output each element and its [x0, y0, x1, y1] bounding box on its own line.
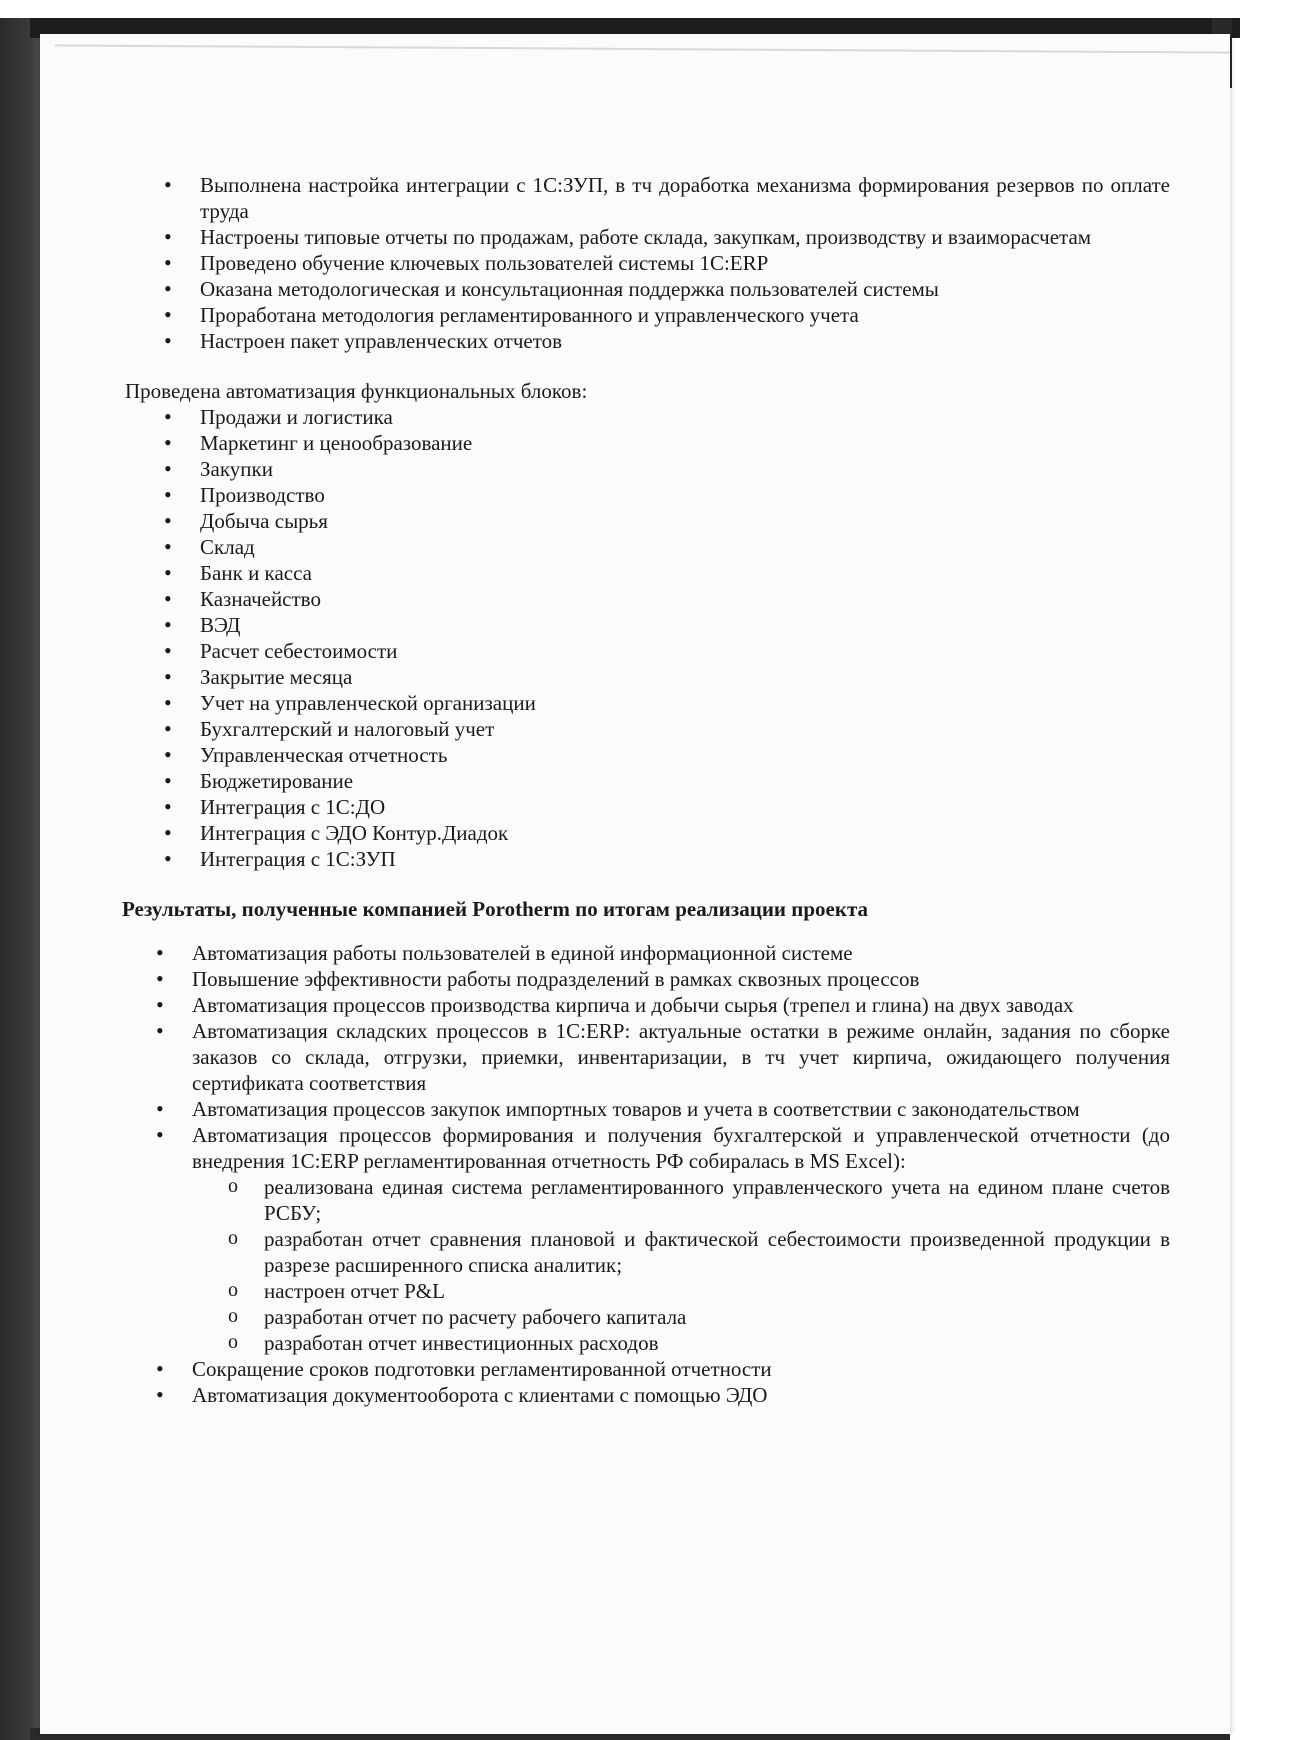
sublist-item: o реализована единая система регламентированного управленческого учета на едином плане счетов РСБУ; — [192, 1174, 1170, 1226]
results-heading: Результаты, полученные компанией Porotherm по итогам реализации проекта — [122, 897, 869, 921]
list-item: • Выполнена настройка интеграции с 1С:ЗУП, в тч доработка механизма формирования резервов по оплате труда — [120, 172, 1170, 224]
list-item: • Бюджетирование — [120, 768, 1170, 794]
list-item: • Сокращение сроков подготовки регламентированной отчетности — [120, 1356, 1170, 1382]
list-item: • ВЭД — [120, 612, 1170, 638]
list-item: • Закрытие месяца — [120, 664, 1170, 690]
sublist-item: o разработан отчет сравнения плановой и фактической себестоимости произведенной продукции в разрезе расширенного списка аналитик; — [192, 1226, 1170, 1278]
list-item: • Расчет себестоимости — [120, 638, 1170, 664]
list-item: • Повышение эффективности работы подразделений в рамках сквозных процессов — [120, 966, 1170, 992]
reporting-sublist — [192, 1174, 1170, 1356]
list-item: • Автоматизация документооборота с клиентами с помощью ЭДО — [120, 1382, 1170, 1408]
list-item: • Учет на управленческой организации — [120, 690, 1170, 716]
sublist-item: o разработан отчет по расчету рабочего капитала — [192, 1304, 1170, 1330]
functional-blocks-lead: Проведена автоматизация функциональных блоков: — [125, 379, 588, 403]
list-item: • Настроены типовые отчеты по продажам, работе склада, закупкам, производству и взаиморасчетам — [120, 224, 1170, 250]
functional-blocks-list — [120, 404, 1170, 872]
list-item: • Закупки — [120, 456, 1170, 482]
list-item: • Бухгалтерский и налоговый учет — [120, 716, 1170, 742]
list-item: • Продажи и логистика — [120, 404, 1170, 430]
results-list — [120, 940, 1170, 1408]
list-item: • Автоматизация работы пользователей в единой информационной системе — [120, 940, 1170, 966]
list-item: • Автоматизация складских процессов в 1С:ERP: актуальные остатки в режиме онлайн, задания по сборке заказов со склада, отгрузки, приемки, инвентаризации, в тч учет кирпича, ожидающего получения сертификата соответствия — [120, 1018, 1170, 1096]
list-item — [120, 1122, 1170, 1356]
intro-list — [120, 172, 1170, 354]
list-item: • Настроен пакет управленческих отчетов — [120, 328, 1170, 354]
list-item: • Добыча сырья — [120, 508, 1170, 534]
sublist-item: o разработан отчет инвестиционных расходов — [192, 1330, 1170, 1356]
list-item: • Автоматизация процессов закупок импортных товаров и учета в соответствии с законодательством — [120, 1096, 1170, 1122]
document-body — [120, 172, 1170, 1408]
list-item: • Интеграция с 1С:ДО — [120, 794, 1170, 820]
list-item: • Интеграция с ЭДО Контур.Диадок — [120, 820, 1170, 846]
reporting-item-text: Автоматизация процессов формирования и получения бухгалтерской и управленческой отчетности (до внедрения 1С:ERP регламентированная отчетность РФ собиралась в MS Excel): — [192, 1123, 1170, 1173]
list-item: • Оказана методологическая и консультационная поддержка пользователей системы — [120, 276, 1170, 302]
list-item: • Маркетинг и ценообразование — [120, 430, 1170, 456]
list-item: • Автоматизация процессов производства кирпича и добычи сырья (трепел и глина) на двух заводах — [120, 992, 1170, 1018]
list-item: • Банк и касса — [120, 560, 1170, 586]
sublist-item: o настроен отчет P&L — [192, 1278, 1170, 1304]
list-item: • Интеграция с 1С:ЗУП — [120, 846, 1170, 872]
list-item: • Управленческая отчетность — [120, 742, 1170, 768]
list-item: • Проработана методология регламентированного и управленческого учета — [120, 302, 1170, 328]
list-item: • Производство — [120, 482, 1170, 508]
list-item: • Казначейство — [120, 586, 1170, 612]
list-item: • Проведено обучение ключевых пользователей системы 1С:ERP — [120, 250, 1170, 276]
list-item: • Склад — [120, 534, 1170, 560]
